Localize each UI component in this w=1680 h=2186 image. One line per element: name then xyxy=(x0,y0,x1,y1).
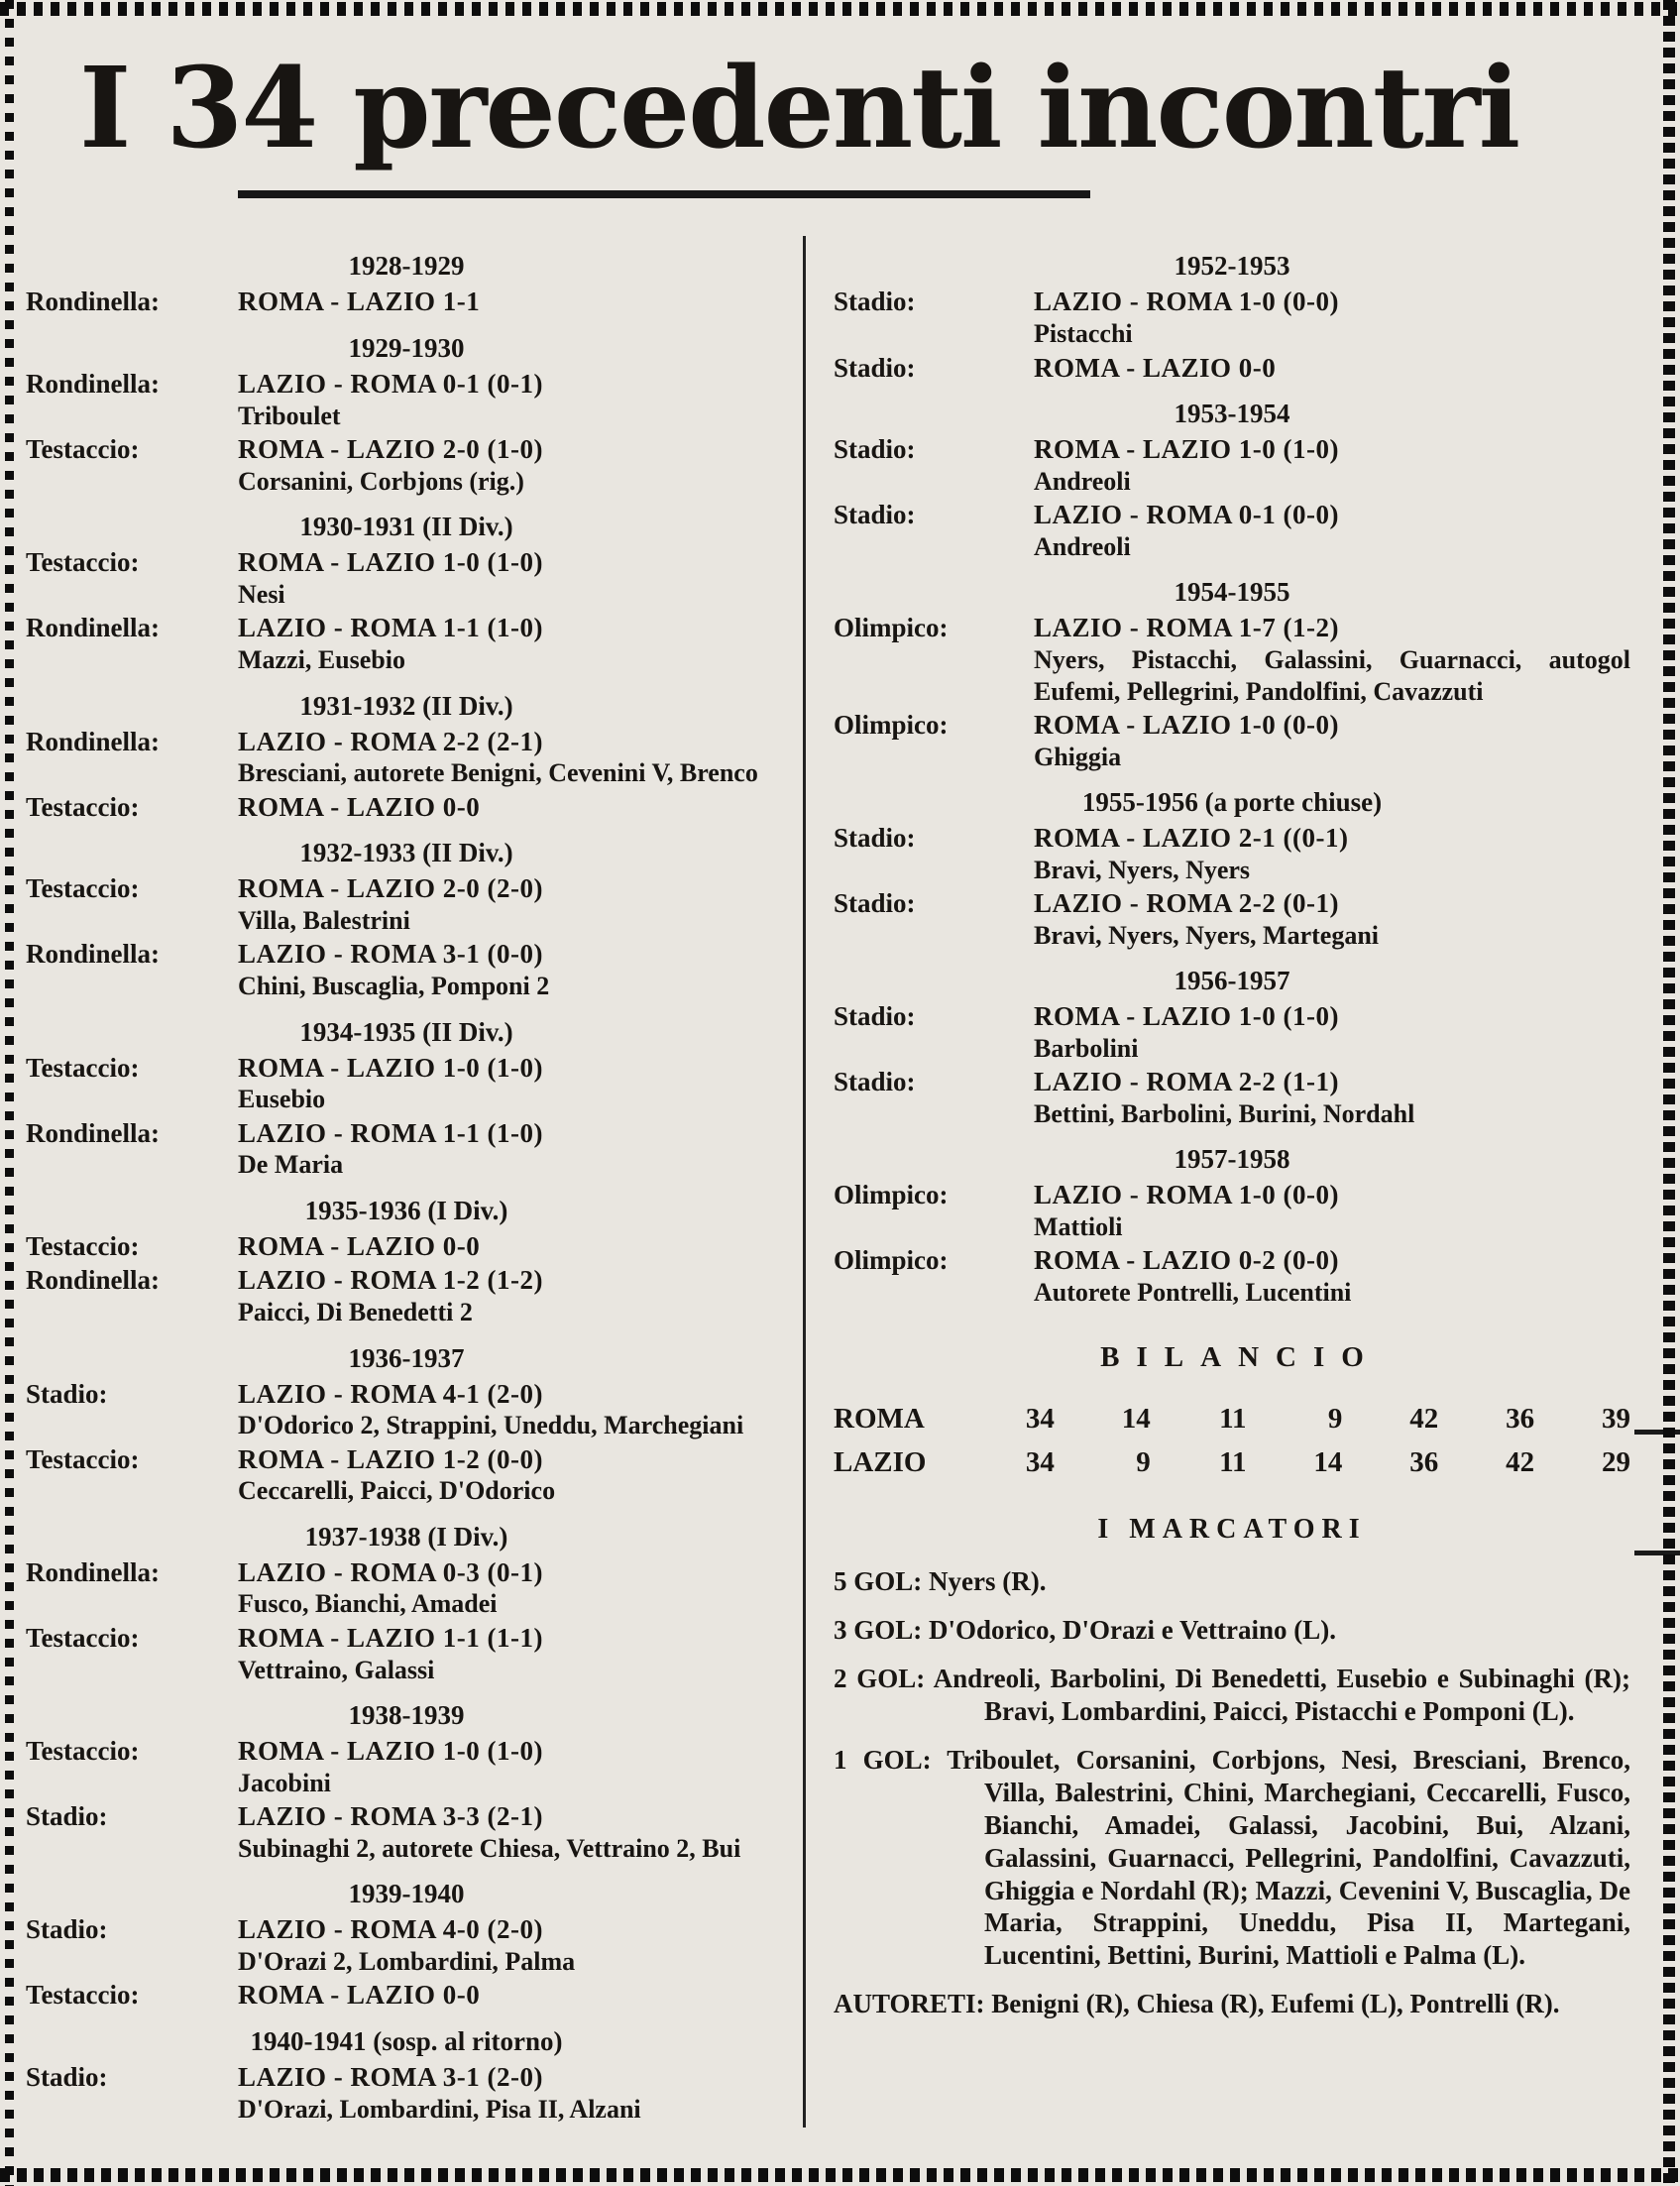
scorer-group xyxy=(834,1565,1630,1598)
match-result: LAZIO - ROMA 0-1 (0-1) xyxy=(238,369,543,400)
scorer-count-label: 3 GOL: xyxy=(834,1614,930,1645)
match-scorers: Corsanini, Corbjons (rig.) xyxy=(238,467,524,497)
match-row xyxy=(834,1180,1630,1242)
match-result: ROMA - LAZIO 1-1 (1-1) xyxy=(238,1622,543,1653)
season-header: 1938-1939 xyxy=(348,1699,465,1730)
scorer-count-label: 2 GOL: xyxy=(834,1663,934,1693)
match-scorers: Bravi, Nyers, Nyers, Martegani xyxy=(1034,920,1380,950)
season-header: 1955-1956 (a porte chiuse) xyxy=(1081,786,1383,817)
match-result: ROMA - LAZIO 1-0 (1-0) xyxy=(1034,1000,1339,1031)
match-body xyxy=(238,1980,787,2012)
match-body xyxy=(1034,888,1630,951)
match-result: ROMA - LAZIO 2-1 ((0-1) xyxy=(1034,822,1349,853)
scorer-group xyxy=(834,1744,1630,1973)
match-result: LAZIO - ROMA 3-1 (2-0) xyxy=(238,2061,543,2092)
clipping-border-left xyxy=(5,0,14,2186)
match-body xyxy=(238,613,787,675)
match-result: ROMA - LAZIO 1-0 (1-0) xyxy=(238,1052,543,1083)
match-result: LAZIO - ROMA 0-3 (0-1) xyxy=(238,1556,543,1587)
venue-label: Stadio: xyxy=(834,352,916,383)
match-scorers: Andreoli xyxy=(1034,532,1131,562)
venue-label: Stadio: xyxy=(834,1066,916,1096)
match-row xyxy=(26,1557,787,1620)
venue-label: Testaccio: xyxy=(26,1622,140,1653)
match-body xyxy=(1034,353,1630,385)
season-header: 1940-1941 (sosp. al ritorno) xyxy=(250,2025,563,2056)
match-body xyxy=(238,1914,787,1977)
match-result: LAZIO - ROMA 1-1 (1-0) xyxy=(238,1117,543,1148)
venue-label: Olimpico: xyxy=(834,709,949,740)
venue-label: Stadio: xyxy=(26,1800,108,1831)
match-row xyxy=(26,369,787,431)
match-result: LAZIO - ROMA 2-2 (2-1) xyxy=(238,726,543,756)
venue-label: Rondinella: xyxy=(26,1117,161,1148)
season-header: 1931-1932 (II Div.) xyxy=(299,690,513,721)
match-result: LAZIO - ROMA 2-2 (0-1) xyxy=(1034,887,1339,918)
venue-label: Olimpico: xyxy=(834,613,949,643)
match-result: ROMA - LAZIO 1-0 (0-0) xyxy=(1034,709,1339,740)
match-body xyxy=(1034,1067,1630,1129)
match-body xyxy=(238,2062,787,2125)
match-body xyxy=(238,1231,787,1263)
match-body xyxy=(238,1118,787,1181)
stat-value: 36 xyxy=(1506,1403,1535,1436)
match-row xyxy=(834,500,1630,562)
venue-label: Stadio: xyxy=(26,1378,108,1409)
match-body xyxy=(1034,1245,1630,1308)
match-row xyxy=(834,1245,1630,1308)
venue-label: Rondinella: xyxy=(26,1265,161,1296)
clipping-border-top xyxy=(0,2,1680,16)
venue-label: Testaccio: xyxy=(26,1230,140,1261)
match-scorers: Subinaghi 2, autorete Chiesa, Vettraino 2, Bui xyxy=(238,1833,741,1863)
bilancio-table xyxy=(834,1398,1630,1484)
match-row xyxy=(26,1914,787,1977)
season-header: 1957-1958 xyxy=(1174,1143,1290,1174)
stat-value: 14 xyxy=(1313,1445,1343,1478)
season-header: 1956-1957 xyxy=(1174,965,1290,995)
season-header: 1929-1930 xyxy=(348,333,465,364)
match-scorers: Villa, Balestrini xyxy=(238,906,410,936)
team-name: LAZIO xyxy=(834,1445,927,1478)
match-result: LAZIO - ROMA 0-1 (0-0) xyxy=(1034,500,1339,530)
match-body xyxy=(238,1265,787,1327)
scorer-count-label: AUTORETI: xyxy=(834,1989,992,2019)
venue-label: Stadio: xyxy=(834,1000,916,1031)
venue-label: Stadio: xyxy=(834,434,916,465)
match-result: ROMA - LAZIO 2-0 (1-0) xyxy=(238,434,543,465)
scorer-group xyxy=(834,1988,1630,2020)
match-scorers: Autorete Pontrelli, Lucentini xyxy=(1034,1277,1352,1307)
stat-value: 39 xyxy=(1601,1403,1630,1436)
season-header: 1936-1937 xyxy=(348,1342,465,1373)
match-scorers: Ghiggia xyxy=(1034,742,1122,771)
scorer-count-label: 5 GOL: xyxy=(834,1566,930,1597)
venue-label: Olimpico: xyxy=(834,1179,949,1209)
match-row xyxy=(26,1623,787,1685)
marcatori-header: I MARCATORI xyxy=(1097,1514,1367,1546)
marcatori-section xyxy=(834,1514,1630,2020)
match-body xyxy=(238,1379,787,1441)
match-scorers: Mattioli xyxy=(1034,1211,1123,1241)
match-result: ROMA - LAZIO 1-0 (1-0) xyxy=(1034,434,1339,465)
match-row xyxy=(26,1801,787,1864)
match-row xyxy=(834,888,1630,951)
match-row xyxy=(26,792,787,824)
match-result: LAZIO - ROMA 1-0 (0-0) xyxy=(1034,1179,1339,1209)
match-scorers: Bresciani, autorete Benigni, Cevenini V, Brenco xyxy=(238,758,758,788)
match-result: ROMA - LAZIO 2-0 (2-0) xyxy=(238,873,543,904)
match-body xyxy=(238,939,787,1001)
match-result: LAZIO - ROMA 3-1 (0-0) xyxy=(238,939,543,970)
venue-label: Rondinella: xyxy=(26,369,161,400)
match-body xyxy=(1034,287,1630,349)
match-row xyxy=(26,727,787,789)
scorer-names: D'Odorico, D'Orazi e Vettraino (L). xyxy=(929,1614,1336,1645)
scorer-names: Nyers (R). xyxy=(929,1566,1047,1597)
match-scorers: Jacobini xyxy=(238,1768,331,1797)
venue-label: Stadio: xyxy=(834,887,916,918)
bilancio-header: BILANCIO xyxy=(1100,1341,1381,1374)
match-row xyxy=(26,547,787,610)
match-scorers: Fusco, Bianchi, Amadei xyxy=(238,1589,498,1619)
venue-label: Testaccio: xyxy=(26,873,140,904)
bilancio-row xyxy=(834,1398,1630,1441)
venue-label: Stadio: xyxy=(26,1913,108,1944)
match-scorers: Bettini, Barbolini, Burini, Nordahl xyxy=(1034,1098,1415,1128)
venue-label: Testaccio: xyxy=(26,547,140,578)
match-scorers: Bravi, Nyers, Nyers xyxy=(1034,855,1251,884)
match-body xyxy=(1034,1180,1630,1242)
match-body xyxy=(238,1736,787,1798)
season-header: 1930-1931 (II Div.) xyxy=(299,512,513,542)
match-body xyxy=(1034,1001,1630,1064)
venue-label: Rondinella: xyxy=(26,613,161,643)
season-header: 1928-1929 xyxy=(348,251,465,282)
match-result: LAZIO - ROMA 4-0 (2-0) xyxy=(238,1913,543,1944)
venue-label: Rondinella: xyxy=(26,1556,161,1587)
match-result: LAZIO - ROMA 1-1 (1-0) xyxy=(238,613,543,643)
match-result: ROMA - LAZIO 1-0 (1-0) xyxy=(238,547,543,578)
match-scorers: Nesi xyxy=(238,580,285,610)
match-result: ROMA - LAZIO 1-0 (1-0) xyxy=(238,1735,543,1766)
match-body xyxy=(238,792,787,824)
results-columns xyxy=(0,236,1680,2127)
match-row xyxy=(26,1379,787,1441)
venue-label: Testaccio: xyxy=(26,1443,140,1474)
match-row xyxy=(834,434,1630,497)
match-result: LAZIO - ROMA 2-2 (1-1) xyxy=(1034,1066,1339,1096)
venue-label: Olimpico: xyxy=(834,1244,949,1275)
match-result: LAZIO - ROMA 3-3 (2-1) xyxy=(238,1800,543,1831)
stat-value: 11 xyxy=(1219,1403,1247,1436)
match-body xyxy=(1034,500,1630,562)
venue-label: Rondinella: xyxy=(26,939,161,970)
match-body xyxy=(1034,823,1630,885)
match-body xyxy=(238,434,787,497)
match-body xyxy=(1034,434,1630,497)
venue-label: Testaccio: xyxy=(26,1052,140,1083)
season-header: 1932-1933 (II Div.) xyxy=(299,838,513,868)
match-scorers: D'Odorico 2, Strappini, Uneddu, Marchegiani xyxy=(238,1411,744,1440)
headline-rule xyxy=(238,190,1090,198)
match-row xyxy=(834,353,1630,385)
match-row xyxy=(26,1736,787,1798)
match-body xyxy=(238,873,787,936)
match-scorers: Barbolini xyxy=(1034,1033,1139,1063)
match-row xyxy=(26,1053,787,1115)
match-row xyxy=(26,1118,787,1181)
match-body xyxy=(1034,710,1630,772)
match-scorers: Paicci, Di Benedetti 2 xyxy=(238,1298,473,1327)
match-row xyxy=(26,1444,787,1507)
venue-label: Testaccio: xyxy=(26,434,140,465)
season-header: 1954-1955 xyxy=(1174,577,1290,608)
match-body xyxy=(238,1557,787,1620)
venue-label: Stadio: xyxy=(834,500,916,530)
season-header: 1939-1940 xyxy=(348,1878,465,1908)
venue-label: Testaccio: xyxy=(26,791,140,822)
match-scorers: Ceccarelli, Paicci, D'Odorico xyxy=(238,1476,556,1506)
season-header: 1935-1936 (I Div.) xyxy=(304,1195,508,1225)
match-body xyxy=(238,1444,787,1507)
season-header: 1937-1938 (I Div.) xyxy=(304,1521,508,1552)
match-row xyxy=(834,1001,1630,1064)
match-row xyxy=(834,823,1630,885)
results-entries-right xyxy=(834,251,1630,1308)
match-row xyxy=(26,1265,787,1327)
stat-value: 11 xyxy=(1219,1445,1247,1478)
stat-value: 29 xyxy=(1601,1445,1630,1478)
match-result: LAZIO - ROMA 1-2 (1-2) xyxy=(238,1265,543,1296)
match-scorers: Pistacchi xyxy=(1034,319,1133,349)
clipping-border-bottom xyxy=(0,2168,1680,2182)
stat-value: 42 xyxy=(1409,1403,1439,1436)
scorer-names: Andreoli, Barbolini, Di Benedetti, Eusebio e Subinaghi (R); Bravi, Lombardini, Paicci, Pistacchi e Pomponi (L). xyxy=(933,1663,1631,1726)
venue-label: Rondinella: xyxy=(26,287,161,317)
match-row xyxy=(26,613,787,675)
venue-label: Rondinella: xyxy=(26,726,161,756)
match-result: LAZIO - ROMA 1-7 (1-2) xyxy=(1034,613,1339,643)
page-title: I 34 precedenti incontri xyxy=(79,44,1519,173)
match-result: ROMA - LAZIO 0-2 (0-0) xyxy=(1034,1244,1339,1275)
marcatori-list xyxy=(834,1565,1630,2020)
match-body xyxy=(238,1801,787,1864)
scorer-names: Triboulet, Corsanini, Corbjons, Nesi, Bresciani, Brenco, Villa, Balestrini, Chini, Marchegiani, Ceccarelli, Fusco, Bianchi, Amadei, Galassi, Jacobini, Bui, Alzani, Galassini, Guarnacci, Pellegrini, Pandolfini, Cavazzuti, Ghiggia e Nordahl (R); Mazzi, Cevenini V, Buscaglia, De Maria, Strappini, Uneddu, Pisa II, Martegani, Lucentini, Bettini, Burini, Mattioli e Palma (L). xyxy=(947,1744,1630,1971)
match-row xyxy=(26,873,787,936)
stat-value: 14 xyxy=(1121,1403,1151,1436)
stat-value: 42 xyxy=(1506,1445,1535,1478)
match-scorers: Chini, Buscaglia, Pomponi 2 xyxy=(238,972,550,1001)
match-row xyxy=(834,613,1630,706)
match-scorers: Vettraino, Galassi xyxy=(238,1655,435,1684)
match-row xyxy=(834,1067,1630,1129)
season-header: 1934-1935 (II Div.) xyxy=(299,1016,513,1047)
match-scorers: Andreoli xyxy=(1034,467,1131,497)
stat-value: 9 xyxy=(1327,1403,1343,1436)
venue-label: Testaccio: xyxy=(26,1735,140,1766)
match-row xyxy=(26,939,787,1001)
stat-value: 9 xyxy=(1136,1445,1151,1478)
bilancio-row xyxy=(834,1441,1630,1485)
match-result: ROMA - LAZIO 0-0 xyxy=(238,1979,481,2010)
match-row xyxy=(26,1231,787,1263)
season-header: 1953-1954 xyxy=(1174,399,1290,429)
match-scorers: D'Orazi, Lombardini, Pisa II, Alzani xyxy=(238,2094,641,2124)
venue-label: Stadio: xyxy=(834,287,916,317)
venue-label: Testaccio: xyxy=(26,1979,140,2010)
stat-value: 34 xyxy=(1025,1403,1055,1436)
match-scorers: D'Orazi 2, Lombardini, Palma xyxy=(238,1946,576,1976)
results-column-left xyxy=(26,236,803,2127)
match-body xyxy=(238,1623,787,1685)
match-body xyxy=(238,547,787,610)
team-name: ROMA xyxy=(834,1403,925,1436)
match-row xyxy=(834,710,1630,772)
bilancio-section xyxy=(834,1341,1630,1484)
match-body xyxy=(238,369,787,431)
match-row xyxy=(26,434,787,497)
clipping-border-right xyxy=(1663,0,1675,2186)
match-scorers: De Maria xyxy=(238,1150,344,1180)
venue-label: Stadio: xyxy=(26,2061,108,2092)
stat-value: 34 xyxy=(1025,1445,1055,1478)
match-result: ROMA - LAZIO 0-0 xyxy=(238,791,481,822)
match-result: LAZIO - ROMA 1-0 (0-0) xyxy=(1034,287,1339,317)
match-scorers: Eusebio xyxy=(238,1085,326,1114)
match-body xyxy=(238,1053,787,1115)
match-row xyxy=(26,2062,787,2125)
scorer-count-label: 1 GOL: xyxy=(834,1744,948,1775)
match-body xyxy=(1034,613,1630,706)
match-body xyxy=(238,287,787,318)
match-scorers: Mazzi, Eusebio xyxy=(238,645,405,675)
match-scorers: Nyers, Pistacchi, Galassini, Guarnacci, autogol Eufemi, Pellegrini, Pandolfini, Cavazzuti xyxy=(1034,645,1630,706)
match-scorers: Triboulet xyxy=(238,402,341,431)
match-row xyxy=(26,287,787,318)
scorer-names: Benigni (R), Chiesa (R), Eufemi (L), Pontrelli (R). xyxy=(991,1989,1560,2019)
match-body xyxy=(238,727,787,789)
match-result: ROMA - LAZIO 0-0 xyxy=(238,1230,481,1261)
match-result: ROMA - LAZIO 0-0 xyxy=(1034,352,1277,383)
results-column-right xyxy=(806,236,1664,2127)
match-result: ROMA - LAZIO 1-2 (0-0) xyxy=(238,1443,543,1474)
stat-value: 36 xyxy=(1409,1445,1439,1478)
match-result: LAZIO - ROMA 4-1 (2-0) xyxy=(238,1378,543,1409)
match-result: ROMA - LAZIO 1-1 xyxy=(238,287,481,317)
season-header: 1952-1953 xyxy=(1174,251,1290,282)
match-row xyxy=(834,287,1630,349)
match-row xyxy=(26,1980,787,2012)
scorer-group xyxy=(834,1663,1630,1728)
scorer-group xyxy=(834,1614,1630,1647)
venue-label: Stadio: xyxy=(834,822,916,853)
